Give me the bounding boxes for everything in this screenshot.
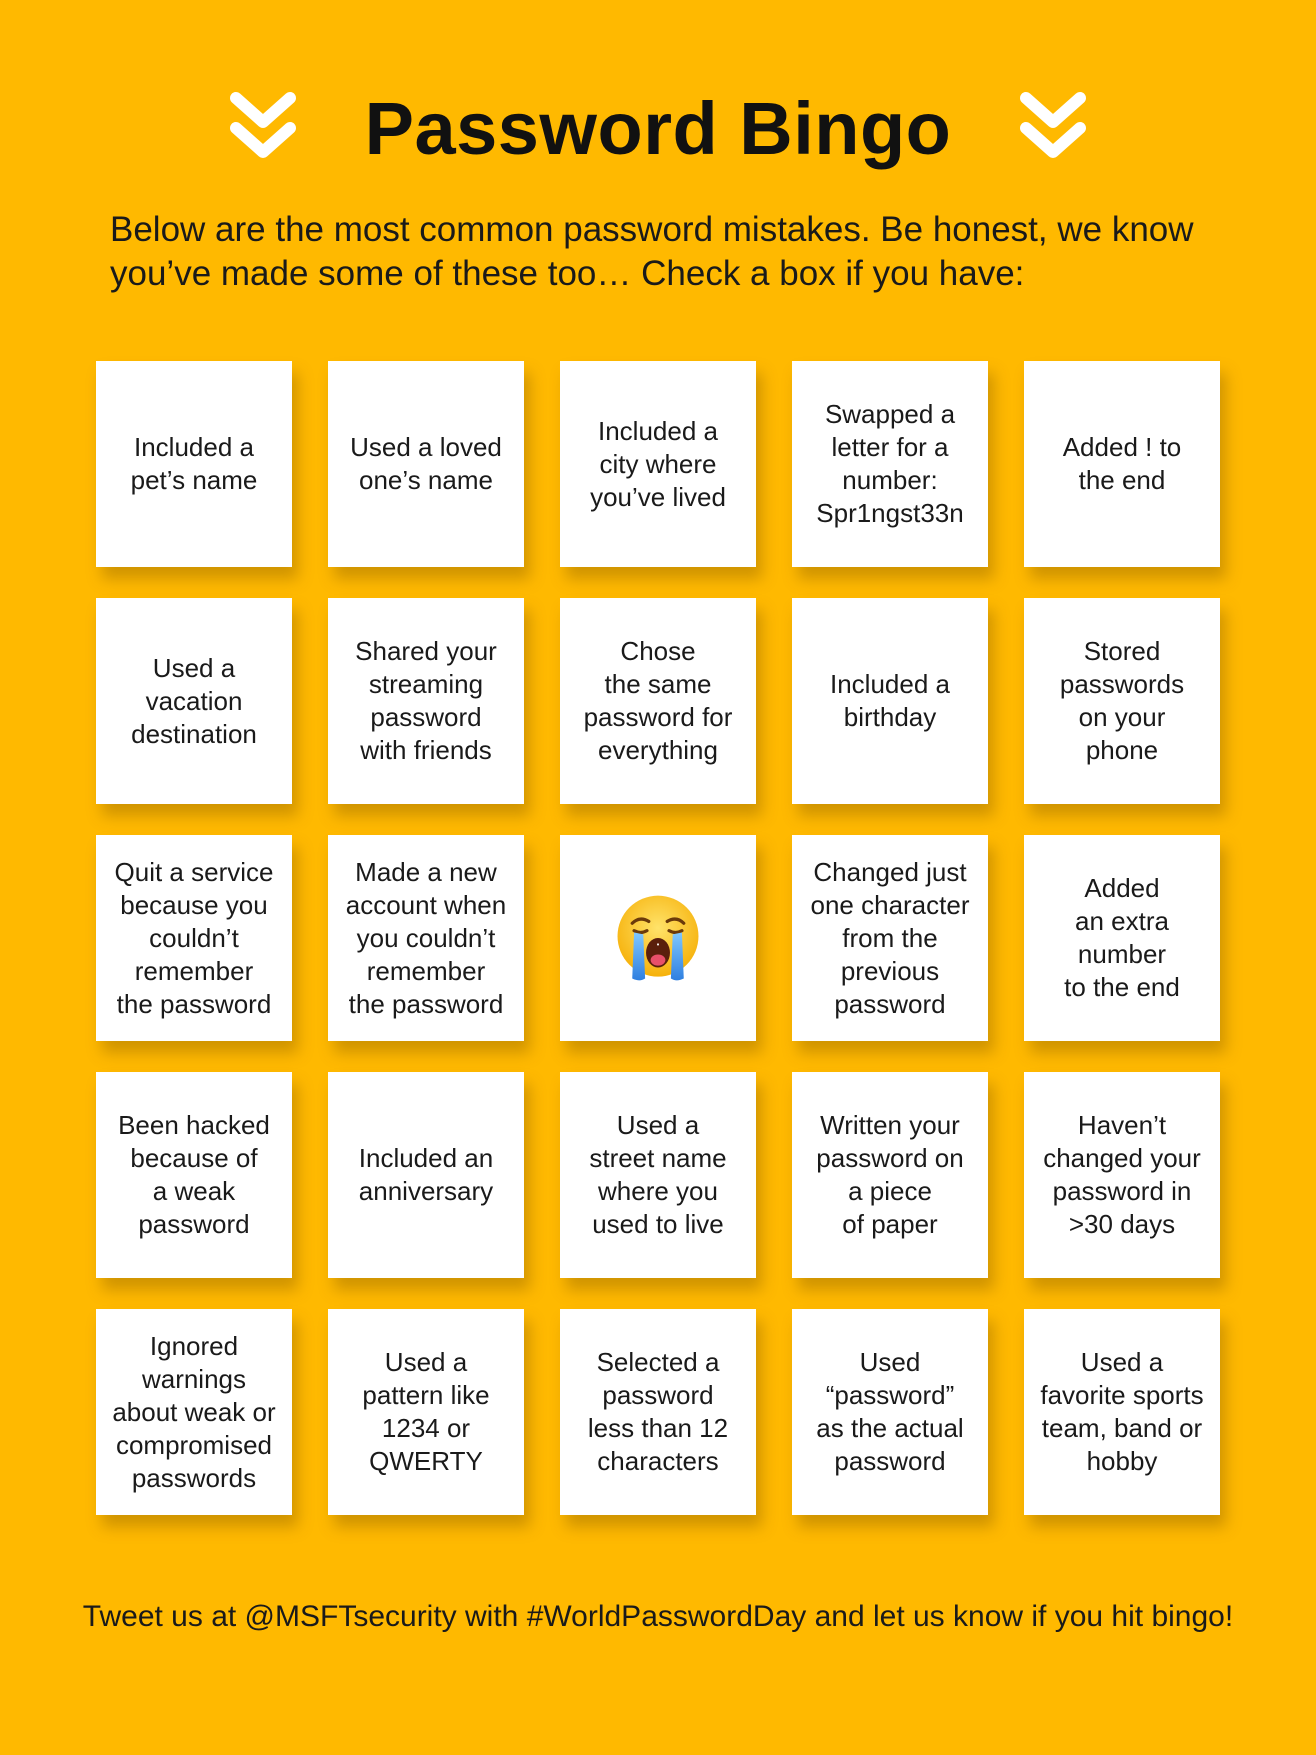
bingo-cell-label: Included a birthday	[830, 669, 950, 732]
bingo-cell-label: Stored passwords on your phone	[1059, 636, 1185, 765]
bingo-cell-label: Included a pet’s name	[130, 432, 258, 495]
bingo-cell-swapped-letter[interactable]	[792, 361, 988, 567]
bingo-cell-birthday[interactable]	[792, 598, 988, 804]
page-title: Password Bingo	[364, 87, 952, 170]
bingo-cell-shared-streaming[interactable]	[328, 598, 524, 804]
bingo-cell-pattern[interactable]	[328, 1309, 524, 1515]
bingo-cell-street-name[interactable]	[560, 1072, 756, 1278]
bingo-cell-label: Made a new account when you couldn’t remember the password	[345, 856, 507, 1019]
bingo-cell-extra-number[interactable]	[1024, 835, 1220, 1041]
bingo-cell-changed-one-char[interactable]	[792, 835, 988, 1041]
bingo-cell-stored-on-phone[interactable]	[1024, 598, 1220, 804]
intro-text: Below are the most common password mistakes. Be honest, we know you’ve made some of these too… Check a box if you have:	[110, 210, 1194, 293]
bingo-cell-label: Used a loved one’s name	[350, 432, 502, 495]
bingo-cell-label: Quit a service because you couldn’t remember the password	[114, 856, 274, 1019]
bingo-cell-label: Selected a password less than 12 characters	[587, 1347, 729, 1476]
bingo-cell-not-changed-30-days[interactable]	[1024, 1072, 1220, 1278]
bingo-cell-label: Used a vacation destination	[131, 652, 257, 749]
bingo-cell-free-space[interactable]	[560, 835, 756, 1041]
bingo-cell-label: Included a city where you’ve lived	[590, 415, 726, 512]
bingo-cell-label: Added ! to the end	[1062, 432, 1182, 495]
bingo-cell-label: Included an anniversary	[358, 1143, 494, 1206]
bingo-cell-city-lived[interactable]	[560, 361, 756, 567]
bingo-cell-new-account[interactable]	[328, 835, 524, 1041]
bingo-cell-short-password[interactable]	[560, 1309, 756, 1515]
bingo-cell-label: Written your password on a piece of paper	[816, 1110, 964, 1239]
bingo-cell-label: Shared your streaming password with friends	[355, 636, 497, 765]
bingo-cell-password-as-password[interactable]	[792, 1309, 988, 1515]
bingo-cell-label: Added an extra number to the end	[1064, 873, 1180, 1002]
bingo-cell-anniversary[interactable]	[328, 1072, 524, 1278]
bingo-cell-been-hacked[interactable]	[96, 1072, 292, 1278]
bingo-cell-quit-service[interactable]	[96, 835, 292, 1041]
footer-text: Tweet us at @MSFTsecurity with #WorldPasswordDay and let us know if you hit bingo!	[82, 1600, 1234, 1633]
bingo-cell-loved-one-name[interactable]	[328, 361, 524, 567]
bingo-cell-label: Haven’t changed your password in >30 days	[1043, 1110, 1201, 1239]
bingo-cell-pet-name[interactable]	[96, 361, 292, 567]
double-chevron-down-icon	[1018, 90, 1088, 165]
bingo-cell-written-on-paper[interactable]	[792, 1072, 988, 1278]
bingo-cell-label: Swapped a letter for a number: Spr1ngst33n	[816, 399, 964, 528]
bingo-cell-added-exclamation[interactable]	[1024, 361, 1220, 567]
loudly-crying-face-emoji-icon	[612, 892, 704, 984]
bingo-cell-label: Ignored warnings about weak or compromised passwords	[112, 1330, 276, 1493]
bingo-cell-label: Chose the same password for everything	[583, 636, 733, 765]
bingo-cell-favorite-team[interactable]	[1024, 1309, 1220, 1515]
bingo-cell-label: Been hacked because of a weak password	[118, 1110, 270, 1239]
bingo-cell-label: Used a pattern like 1234 or QWERTY	[362, 1347, 490, 1476]
bingo-grid	[96, 361, 1220, 1515]
bingo-cell-label: Changed just one character from the previous password	[810, 856, 970, 1019]
bingo-cell-ignored-warnings[interactable]	[96, 1309, 292, 1515]
bingo-cell-vacation-destination[interactable]	[96, 598, 292, 804]
bingo-cell-label: Used a favorite sports team, band or hobby	[1040, 1347, 1204, 1476]
header	[0, 80, 1316, 180]
bingo-cell-label: Used “password” as the actual password	[816, 1347, 964, 1476]
bingo-cell-same-password[interactable]	[560, 598, 756, 804]
bingo-cell-label: Used a street name where you used to live	[589, 1110, 727, 1239]
